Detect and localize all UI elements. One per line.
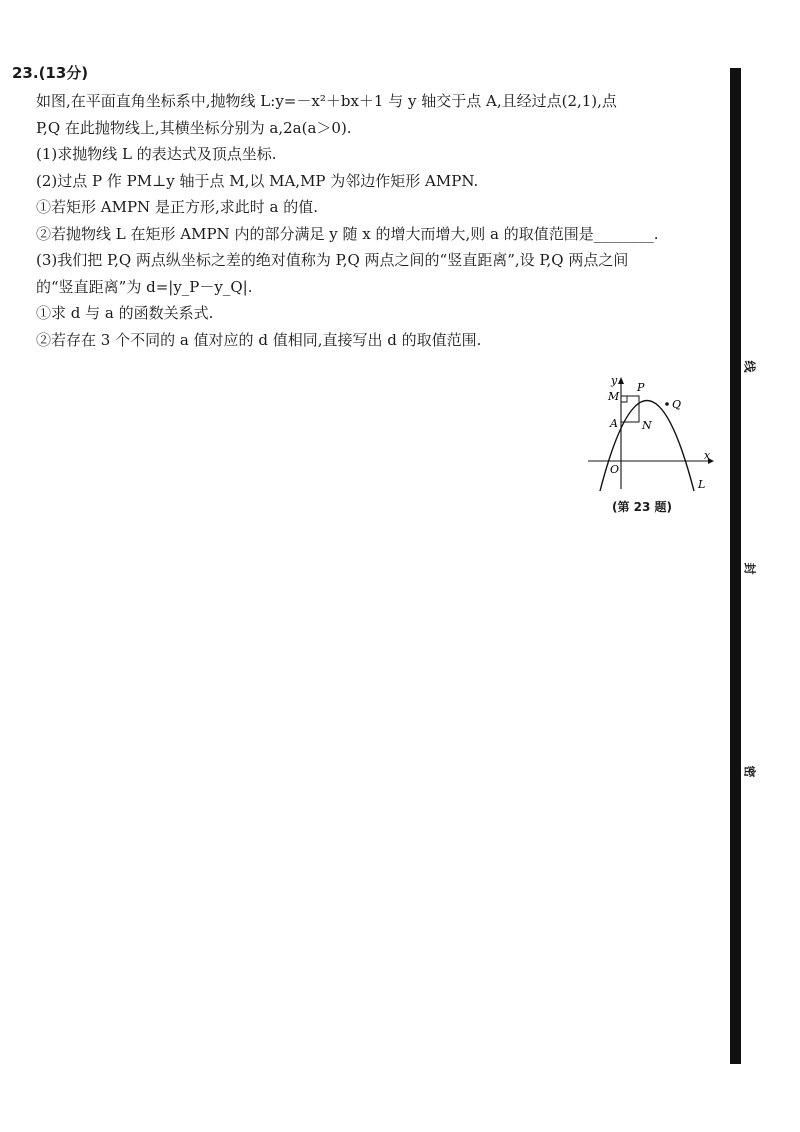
part-2-sub-2: ②若抛物线 L 在矩形 AMPN 内的部分满足 y 随 x 的增大而增大,则 a 的取值范围是________. (36, 224, 659, 243)
label-x: x (704, 449, 711, 462)
label-A: A (610, 417, 618, 430)
binding-margin-char-3: 密 (742, 765, 757, 778)
label-M: M (608, 390, 620, 403)
part-3-sub-1: ①求 d 与 a 的函数关系式. (36, 304, 214, 322)
label-P: P (637, 381, 645, 394)
question-line-1: 如图,在平面直角坐标系中,抛物线 L:y=－x²＋bx＋1 与 y 轴交于点 A,且经过点(2,1),点 (36, 92, 617, 110)
part-1: (1)求抛物线 L 的表达式及顶点坐标. (36, 145, 277, 163)
question-body (36, 88, 716, 353)
question-line-2: P,Q 在此抛物线上,其横坐标分别为 a,2a(a＞0). (36, 118, 352, 137)
point-Q (665, 402, 669, 406)
parabola-L (600, 401, 694, 492)
rectangle-AMPN (621, 396, 639, 422)
part-2-sub-1: ①若矩形 AMPN 是正方形,求此时 a 的值. (36, 198, 318, 216)
binding-margin-bar (730, 68, 741, 1064)
figure-caption: (第 23 题) (612, 500, 673, 514)
part-2: (2)过点 P 作 PM⊥y 轴于点 M,以 MA,MP 为邻边作矩形 AMPN. (36, 171, 479, 190)
part-3-sub-2: ②若存在 3 个不同的 a 值对应的 d 值相同,直接写出 d 的取值范围. (36, 330, 482, 349)
parabola-figure (588, 367, 716, 492)
y-axis-arrow (618, 377, 624, 384)
label-L: L (698, 478, 706, 491)
label-Q: Q (672, 398, 682, 411)
label-O: O (610, 463, 620, 476)
label-N: N (642, 419, 652, 432)
figure-svg (588, 367, 716, 492)
binding-margin-char-1: 线 (742, 360, 757, 373)
part-3-line-1: (3)我们把 P,Q 两点纵坐标之差的绝对值称为 P,Q 两点之间的“竖直距离”,设 P,Q 两点之间 (36, 251, 629, 269)
question-number: 23.(13分) (12, 64, 89, 82)
label-y: y (611, 374, 618, 387)
right-angle-mark (621, 396, 627, 402)
binding-margin-char-2: 封 (742, 562, 757, 575)
part-3-line-2: 的“竖直距离”为 d=|y_P－y_Q|. (36, 277, 253, 296)
